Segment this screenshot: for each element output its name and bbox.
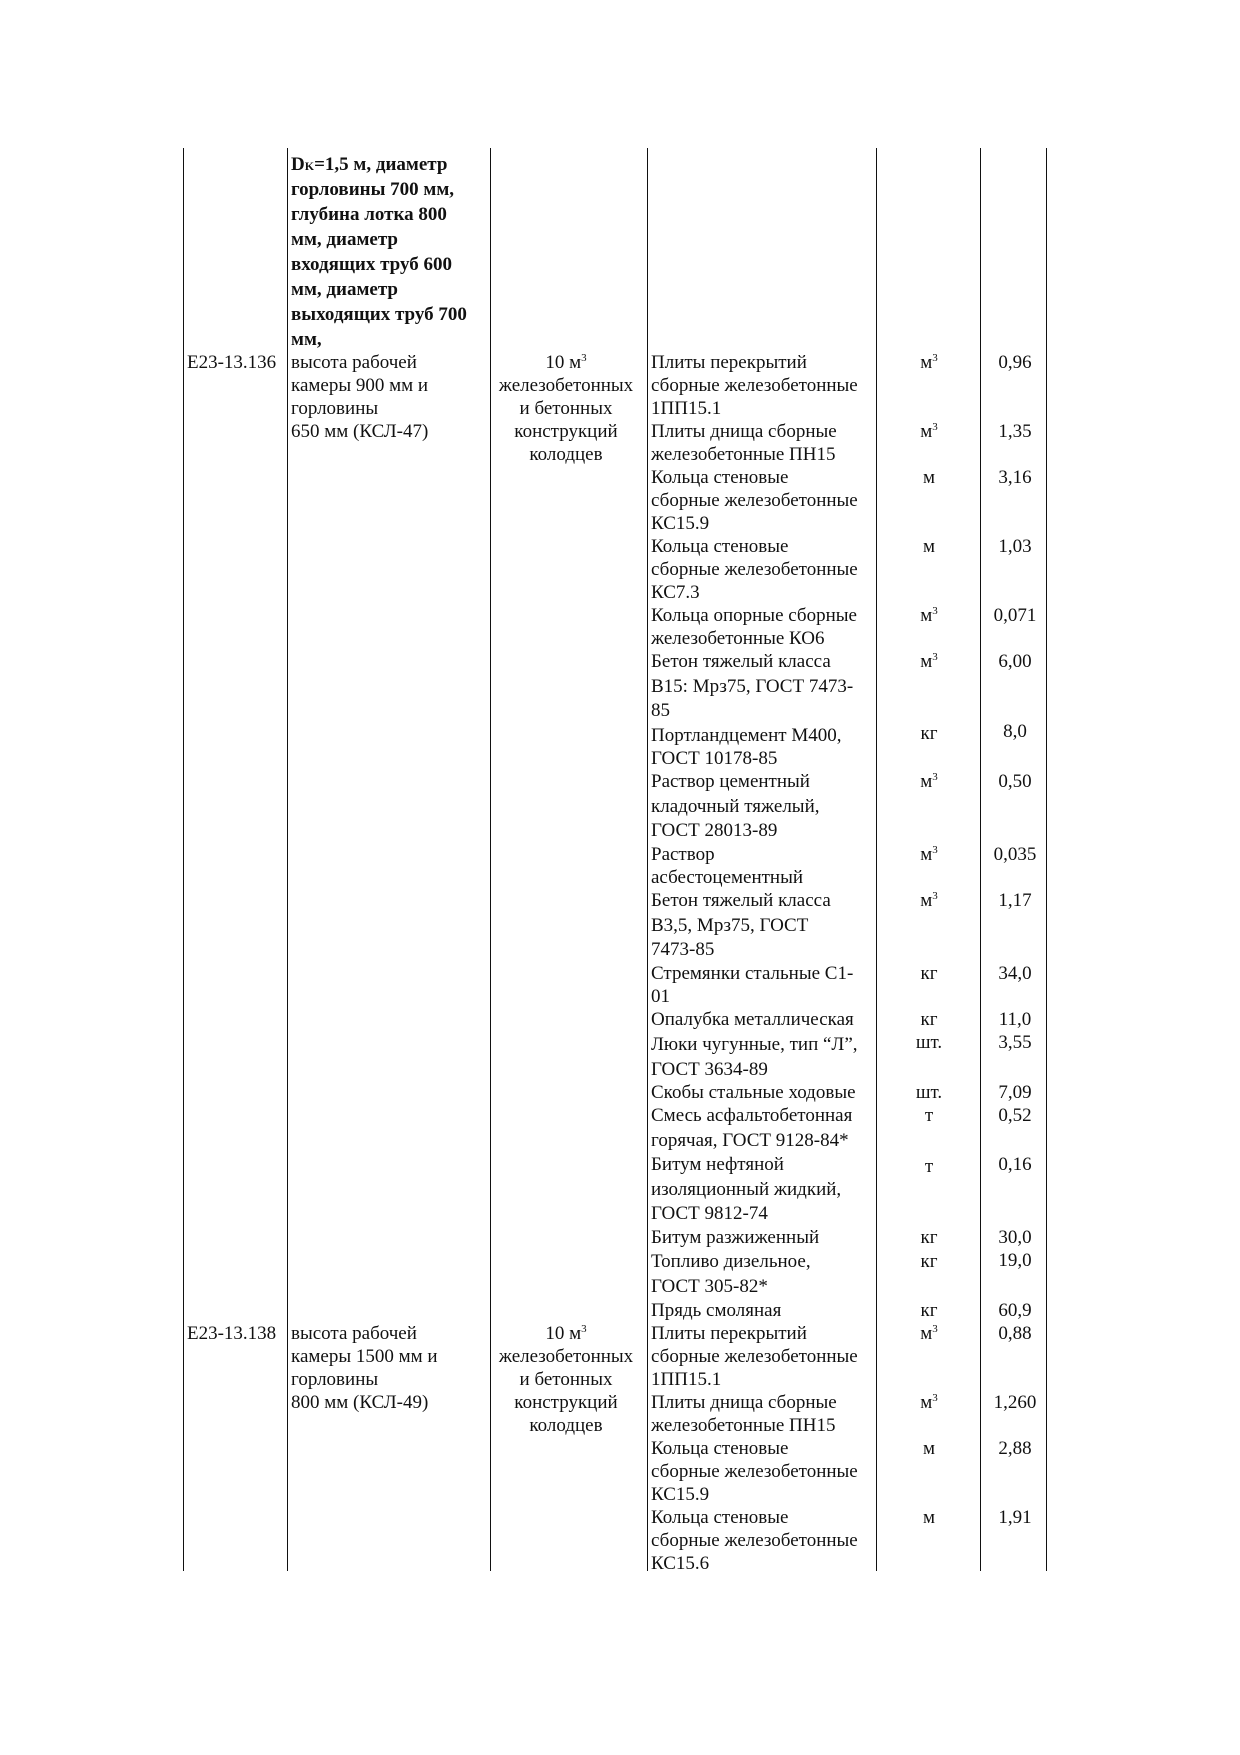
material-name-line: Стремянки стальные С1- [651,963,854,984]
material-quantity: 7,09 [998,1082,1032,1103]
norm-unit-line: конструкций [514,1392,618,1413]
material-quantity: 0,52 [998,1105,1032,1126]
heading-line: выходящих труб 700 [291,304,467,325]
material-name-line: Бетон тяжелый класса [651,651,831,672]
material-name-line: Битум разжиженный [651,1227,820,1248]
material-unit: кг [920,723,938,744]
material-quantity: 1,35 [998,421,1032,442]
norm-unit-line: железобетонных [498,375,634,396]
material-quantity: 1,03 [998,536,1032,557]
material-quantity: 0,035 [993,844,1037,865]
norm-description-line: горловины [291,1369,379,1390]
norm-unit-line: колодцев [529,444,603,465]
material-name-line: сборные железобетонные [651,559,858,580]
material-name-line: горячая, ГОСТ 9128-84* [651,1130,849,1151]
material-name-line: изоляционный жидкий, [651,1179,842,1200]
material-name-line: Скобы стальные ходовые [651,1082,856,1103]
material-name-line: кладочный тяжелый, [651,796,820,817]
material-name-line: КС15.9 [651,513,710,534]
material-quantity: 3,55 [998,1032,1032,1053]
material-unit: шт. [915,1032,943,1053]
material-name-line: Опалубка металлическая [651,1009,854,1030]
column-divider [647,148,648,1571]
norm-description-line: высота рабочей [291,1323,417,1344]
material-name-line: сборные железобетонные [651,490,858,511]
material-name-line: ГОСТ 3634-89 [651,1059,768,1080]
table-border-left [183,148,184,1571]
material-unit: $м^3$ [920,1323,938,1344]
material-quantity: 1,260 [993,1392,1037,1413]
norm-description-line: высота рабочей [291,352,417,373]
material-unit: кг [920,963,938,984]
material-unit: $м^3$ [920,352,938,373]
material-name-line: 7473-85 [651,939,715,960]
material-unit: $м^3$ [920,1392,938,1413]
material-name-line: КС15.6 [651,1553,710,1574]
material-name-line: 1ПП15.1 [651,1369,722,1390]
material-name-line: сборные железобетонные [651,375,858,396]
material-name-line: Раствор [651,844,715,865]
heading-line: глубина лотка 800 [291,204,447,225]
material-name-line: Кольца стеновые [651,1438,789,1459]
material-quantity: 2,88 [998,1438,1032,1459]
material-name-line: Бетон тяжелый класса [651,890,831,911]
material-unit: кг [920,1300,938,1321]
material-quantity: 6,00 [998,651,1032,672]
material-name-line: Раствор цементный [651,771,810,792]
material-unit: м [922,467,936,488]
material-quantity: 8,0 [1003,721,1027,742]
norm-unit-line: колодцев [529,1415,603,1436]
material-unit: кг [920,1251,938,1272]
material-name-line: 01 [651,986,670,1007]
material-name-line: ГОСТ 305-82* [651,1276,768,1297]
material-quantity: 19,0 [998,1250,1032,1271]
material-unit: м [922,1438,936,1459]
material-quantity: 0,16 [998,1154,1032,1175]
material-name-line: 85 [651,700,670,721]
material-unit: т [924,1105,934,1126]
material-name-line: 1ПП15.1 [651,398,722,419]
norm-description-line: 650 мм (КСЛ-47) [291,421,429,442]
material-name-line: железобетонные ПН15 [651,1415,836,1436]
material-quantity: 60,9 [998,1300,1032,1321]
material-name-line: сборные железобетонные [651,1530,858,1551]
material-name-line: железобетонные ПН15 [651,444,836,465]
material-unit: кг [920,1009,938,1030]
material-name-line: Портландцемент М400, [651,725,842,746]
heading-line: горловины 700 мм, [291,179,455,200]
column-divider [980,148,981,1571]
material-name-line: В3,5, Мрз75, ГОСТ [651,915,809,936]
dk-symbol: DK [291,154,315,175]
norm-code: Е23-13.138 [187,1323,277,1344]
material-name-line: железобетонные КО6 [651,628,825,649]
column-divider [876,148,877,1571]
material-name-line: Люки чугунные, тип “Л”, [651,1034,858,1055]
material-name-line: ГОСТ 10178-85 [651,748,778,769]
material-name-line: сборные железобетонные [651,1461,858,1482]
norm-description-line: горловины [291,398,379,419]
material-unit: $м^3$ [920,651,938,672]
material-name-line: Кольца стеновые [651,1507,789,1528]
material-name-line: Плиты днища сборные [651,421,837,442]
material-name-line: Плиты перекрытий [651,1323,807,1344]
material-unit: шт. [915,1082,943,1103]
norm-unit-line: конструкций [514,421,618,442]
material-unit: $м^3$ [920,421,938,442]
material-unit: $м^3$ [920,605,938,626]
material-name-line: ГОСТ 9812-74 [651,1203,768,1224]
norm-description-line: камеры 900 мм и [291,375,429,396]
norm-unit: 10 $м^3$ [545,352,587,373]
heading-line: входящих труб 600 [291,254,452,275]
material-unit: м [922,536,936,557]
material-name-line: Кольца стеновые [651,467,789,488]
material-name-line: КС7.3 [651,582,700,603]
material-name-line: В15: Мрз75, ГОСТ 7473- [651,676,854,697]
material-name-line: Смесь асфальтобетонная [651,1105,853,1126]
norm-unit: 10 $м^3$ [545,1323,587,1344]
material-quantity: 0,50 [998,771,1032,792]
norm-unit-line: и бетонных [519,1369,613,1390]
material-quantity: 11,0 [998,1009,1032,1030]
norm-unit-line: железобетонных [498,1346,634,1367]
material-name-line: Прядь смоляная [651,1300,782,1321]
norm-description-line: 800 мм (КСЛ-49) [291,1392,429,1413]
norm-code: Е23-13.136 [187,352,277,373]
material-quantity: 3,16 [998,467,1032,488]
material-quantity: 30,0 [998,1227,1032,1248]
norm-unit-line: и бетонных [519,398,613,419]
material-quantity: 0,96 [998,352,1032,373]
material-name-line: Плиты днища сборные [651,1392,837,1413]
material-name-line: Битум нефтяной [651,1154,784,1175]
heading-line: DK=1,5 м, диаметр [291,154,448,175]
material-name-line: асбестоцементный [651,867,804,888]
column-divider [490,148,491,1571]
material-unit: $м^3$ [920,844,938,865]
material-unit: кг [920,1227,938,1248]
material-name-line: Кольца стеновые [651,536,789,557]
heading-line: мм, [291,329,322,350]
material-name-line: сборные железобетонные [651,1346,858,1367]
material-quantity: 0,88 [998,1323,1032,1344]
material-unit: $м^3$ [920,890,938,911]
column-divider [287,148,288,1571]
material-unit: $м^3$ [920,771,938,792]
material-name-line: КС15.9 [651,1484,710,1505]
norm-description-line: камеры 1500 мм и [291,1346,438,1367]
material-quantity: 34,0 [998,963,1032,984]
material-name-line: ГОСТ 28013-89 [651,820,778,841]
material-quantity: 0,071 [993,605,1037,626]
material-name-line: Плиты перекрытий [651,352,807,373]
heading-line: мм, диаметр [291,279,398,300]
material-unit: м [922,1507,936,1528]
material-unit: т [924,1156,934,1177]
material-name-line: Кольца опорные сборные [651,605,857,626]
material-quantity: 1,17 [998,890,1032,911]
material-quantity: 1,91 [998,1507,1032,1528]
material-name-line: Топливо дизельное, [651,1251,811,1272]
heading-line: мм, диаметр [291,229,398,250]
